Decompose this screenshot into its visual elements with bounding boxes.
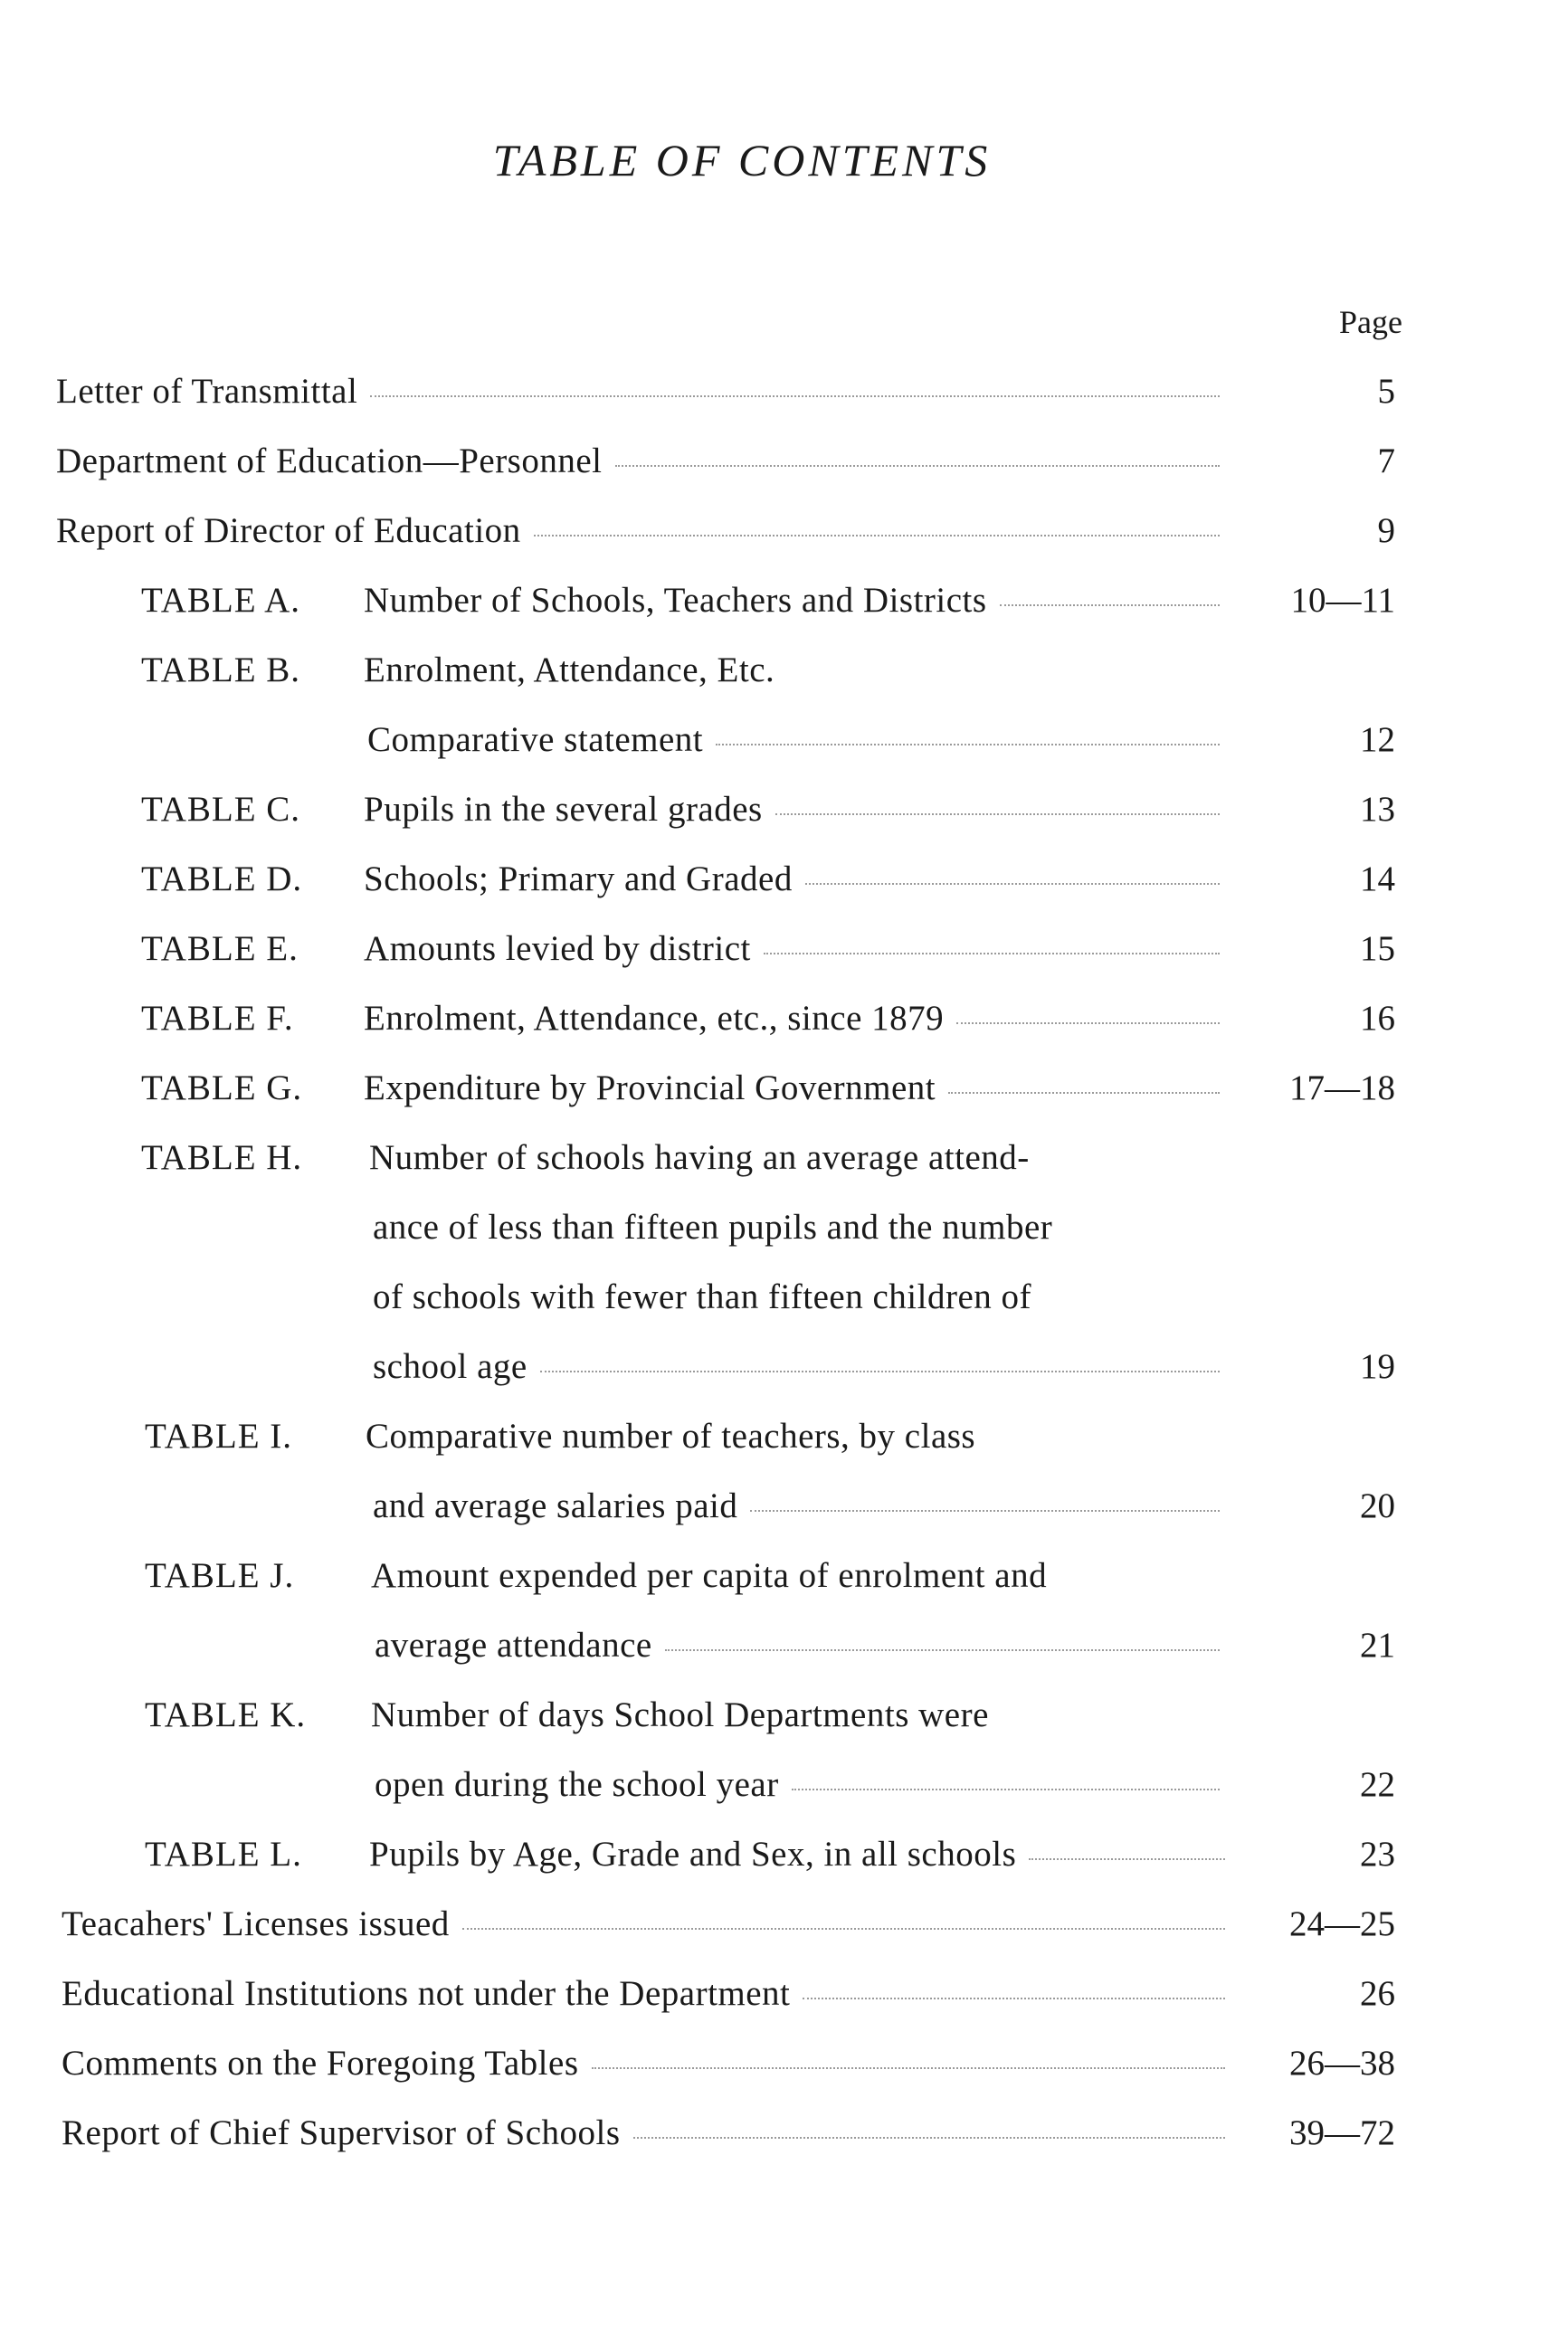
dot-leader	[750, 1510, 1220, 1512]
entry-text: and average salaries paid	[373, 1486, 738, 1525]
entry-page: 23	[1360, 1835, 1395, 1874]
toc-entry	[371, 1695, 1240, 1749]
page-column-heading: Page	[1339, 304, 1402, 340]
toc-entry	[373, 1486, 1232, 1540]
table-label: TABLE L.	[145, 1835, 302, 1874]
entry-page: 15	[1360, 929, 1395, 968]
entry-page: 19	[1360, 1347, 1395, 1386]
toc-entry	[56, 510, 1232, 565]
entry-page: 22	[1360, 1765, 1395, 1804]
dot-leader	[1000, 604, 1220, 606]
dot-leader	[370, 395, 1220, 397]
dot-leader	[803, 1998, 1225, 1999]
entry-page: 21	[1360, 1626, 1395, 1665]
dot-leader	[805, 883, 1220, 885]
toc-entry	[364, 1068, 1232, 1122]
toc-entry	[56, 441, 1232, 495]
entry-text: Comparative number of teachers, by class	[366, 1417, 976, 1456]
table-label: TABLE A.	[141, 581, 301, 620]
toc-entry	[367, 719, 1232, 774]
entry-text: Number of days School Departments were	[371, 1695, 989, 1734]
toc-entry	[375, 1764, 1232, 1818]
table-label: TABLE K.	[145, 1695, 307, 1734]
dot-leader	[956, 1022, 1220, 1024]
entry-text: Comparative statement	[367, 720, 704, 759]
entry-text: Number of Schools, Teachers and Districts	[364, 581, 987, 620]
entry-page: 16	[1360, 999, 1395, 1038]
table-label: TABLE I.	[145, 1417, 293, 1456]
entry-text: Department of Education—Personnel	[56, 441, 603, 480]
dot-leader	[792, 1789, 1220, 1790]
entry-text: open during the school year	[375, 1765, 779, 1804]
entry-text: Pupils by Age, Grade and Sex, in all schools	[369, 1835, 1017, 1874]
entry-page: 5	[1377, 372, 1395, 411]
entry-page: 12	[1360, 720, 1395, 759]
entry-text: Enrolment, Attendance, Etc.	[364, 650, 775, 689]
dot-leader	[592, 2067, 1225, 2069]
toc-entry	[366, 1416, 1234, 1470]
entry-page: 24—25	[1289, 1904, 1395, 1943]
toc-entry	[364, 789, 1232, 843]
table-label: TABLE E.	[141, 929, 299, 968]
table-label: TABLE H.	[141, 1138, 303, 1177]
toc-entry	[62, 1973, 1238, 2027]
entry-page: 7	[1377, 441, 1395, 480]
entry-page: 9	[1377, 511, 1395, 550]
entry-text: Report of Director of Education	[56, 511, 521, 550]
table-label: TABLE B.	[141, 650, 301, 689]
entry-page: 10—11	[1290, 581, 1395, 620]
entry-text: Schools; Primary and Graded	[364, 859, 793, 898]
dot-leader	[462, 1928, 1225, 1930]
table-label: TABLE F.	[141, 999, 294, 1038]
toc-entry	[371, 1555, 1240, 1609]
entry-page: 14	[1360, 859, 1395, 898]
entry-text: Amount expended per capita of enrolment and	[371, 1556, 1048, 1595]
toc-entry	[375, 1625, 1232, 1679]
entry-text: Amounts levied by district	[364, 929, 751, 968]
toc-entry	[373, 1346, 1232, 1400]
dot-leader	[534, 535, 1220, 536]
table-label: TABLE D.	[141, 859, 303, 898]
toc-entry	[62, 1904, 1238, 1958]
dot-leader	[540, 1371, 1220, 1372]
toc-title: TABLE OF CONTENTS	[492, 135, 992, 185]
entry-page: 13	[1360, 790, 1395, 829]
entry-text: Teacahers' Licenses issued	[62, 1904, 450, 1943]
entry-text: of schools with fewer than fifteen children of	[373, 1277, 1032, 1316]
dot-leader	[775, 813, 1220, 815]
entry-text: Comments on the Foregoing Tables	[62, 2044, 579, 2083]
entry-page: 26	[1360, 1974, 1395, 2013]
entry-text: average attendance	[375, 1626, 652, 1665]
entry-text: Report of Chief Supervisor of Schools	[62, 2113, 621, 2152]
dot-leader	[665, 1649, 1220, 1651]
entry-text: Pupils in the several grades	[364, 790, 763, 829]
toc-entry	[369, 1137, 1238, 1191]
dot-leader	[615, 465, 1221, 467]
table-label: TABLE G.	[141, 1068, 303, 1107]
dot-leader	[1029, 1858, 1225, 1860]
entry-page: 39—72	[1289, 2113, 1395, 2152]
entry-page: 20	[1360, 1486, 1395, 1525]
dot-leader	[716, 744, 1220, 745]
entry-page: 26—38	[1289, 2044, 1395, 2083]
toc-entry	[62, 2112, 1238, 2167]
entry-text: Enrolment, Attendance, etc., since 1879	[364, 999, 945, 1038]
entry-page: 17—18	[1289, 1068, 1395, 1107]
entry-text: Number of schools having an average attend-	[369, 1138, 1030, 1177]
entry-text: Letter of Transmittal	[56, 372, 358, 411]
entry-text: Expenditure by Provincial Government	[364, 1068, 936, 1107]
toc-entry	[373, 1207, 1241, 1261]
toc-entry	[364, 928, 1232, 983]
dot-leader	[764, 953, 1220, 954]
table-label: TABLE J.	[145, 1556, 295, 1595]
table-label: TABLE C.	[141, 790, 301, 829]
toc-entry	[373, 1277, 1241, 1331]
toc-entry	[56, 371, 1232, 425]
toc-entry	[369, 1834, 1238, 1888]
entry-text: ance of less than fifteen pupils and the number	[373, 1208, 1053, 1247]
toc-entry	[62, 2043, 1238, 2097]
dot-leader	[633, 2137, 1225, 2139]
toc-entry	[364, 580, 1232, 634]
entry-text: school age	[373, 1347, 527, 1386]
dot-leader	[948, 1092, 1220, 1094]
toc-entry	[364, 859, 1232, 913]
toc-entry	[364, 998, 1232, 1052]
entry-text: Educational Institutions not under the Department	[62, 1974, 791, 2013]
toc-entry	[364, 650, 1232, 704]
